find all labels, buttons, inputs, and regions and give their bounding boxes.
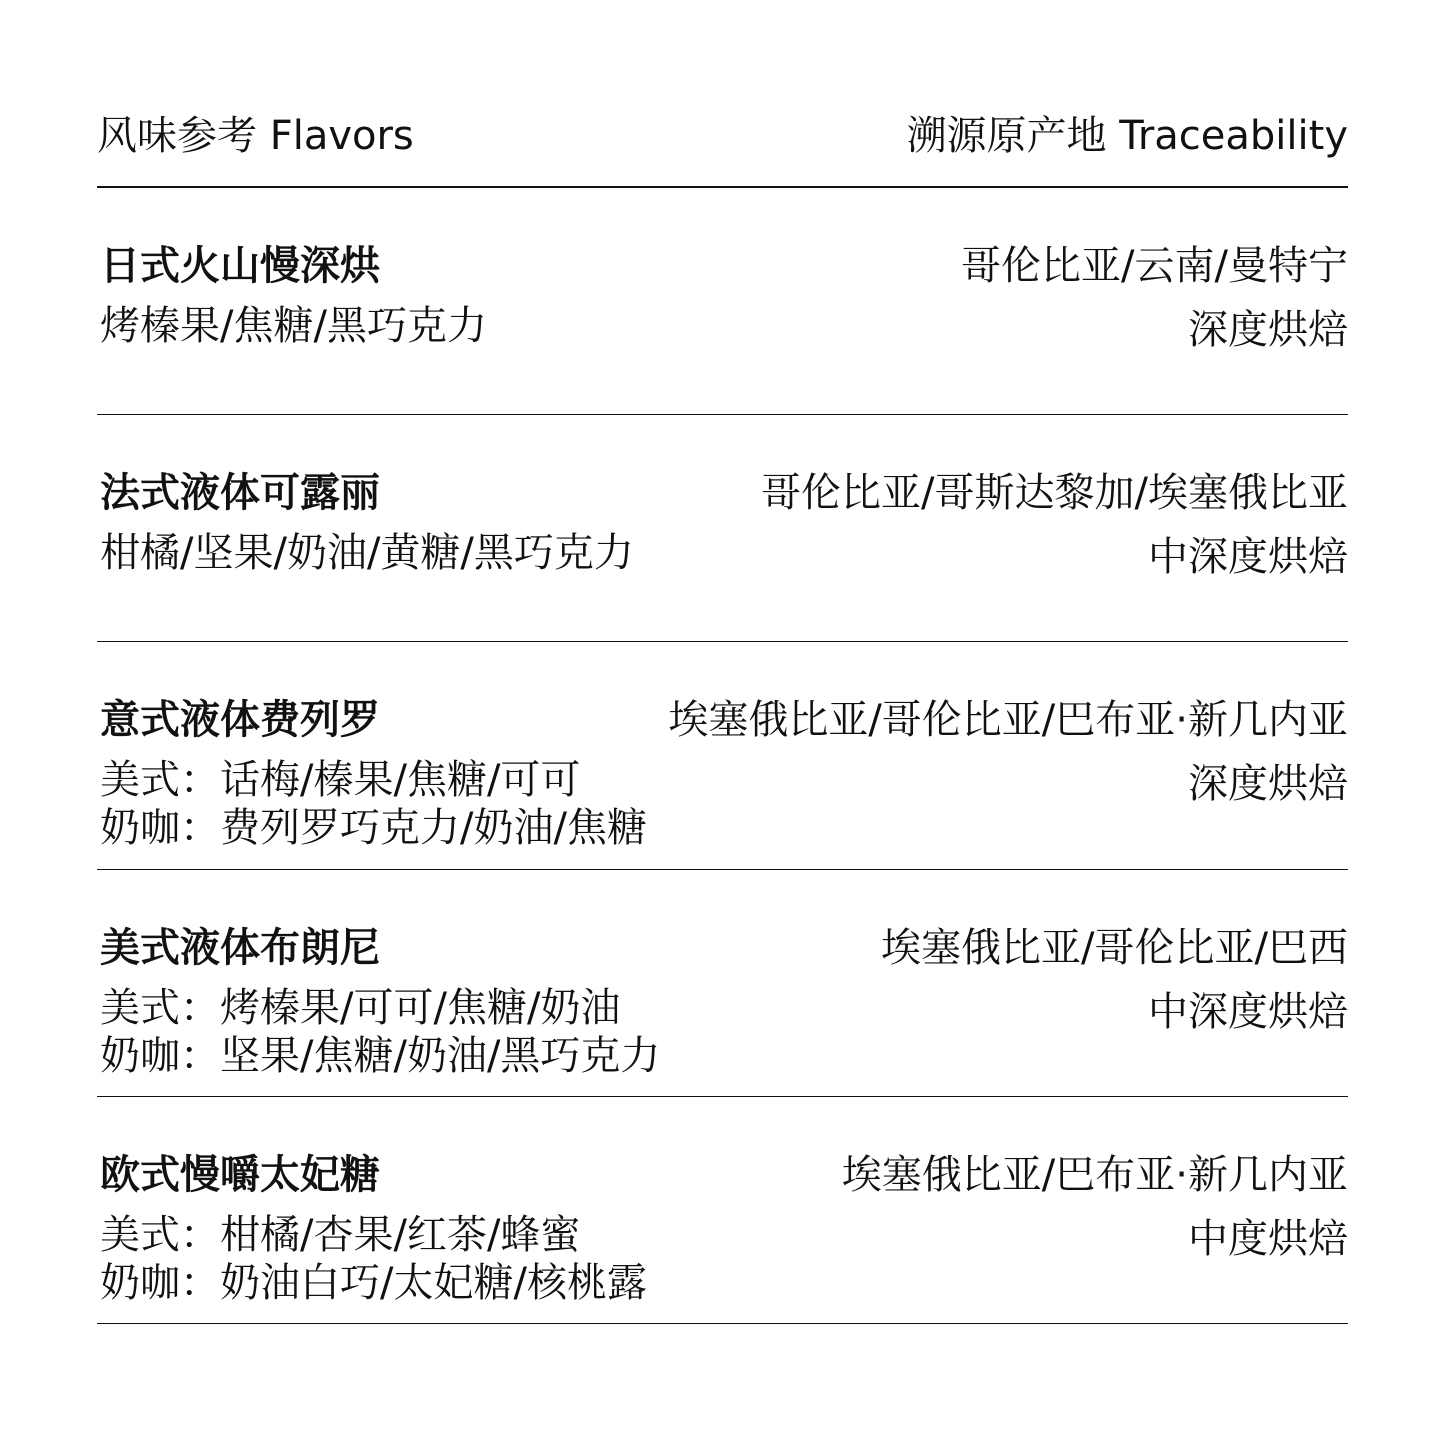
- coffee-origin: 埃塞俄比亚/哥伦比亚/巴西: [881, 925, 1348, 971]
- row-divider: [97, 1323, 1348, 1324]
- row-divider: [97, 641, 1348, 642]
- roast-level: 中度烘焙: [1188, 1216, 1348, 1262]
- roast-level: 深度烘焙: [1188, 761, 1348, 807]
- coffee-entry: [97, 238, 1348, 438]
- flavor-note-line: 烤榛果/焦糖/黑巧克力: [100, 303, 487, 349]
- traceability-heading: 溯源原产地 Traceability: [906, 113, 1348, 159]
- flavor-note-latte: 奶咖：坚果/焦糖/奶油/黑巧克力: [100, 1033, 661, 1079]
- coffee-entry: [97, 920, 1348, 1120]
- row-divider: [97, 869, 1348, 870]
- coffee-entry: [97, 1147, 1348, 1347]
- flavor-note-americano: 美式：话梅/榛果/焦糖/可可: [100, 757, 581, 803]
- row-divider: [97, 1096, 1348, 1097]
- coffee-entry: [97, 465, 1348, 665]
- coffee-name: 日式火山慢深烘: [100, 243, 380, 289]
- flavor-note-americano: 美式：柑橘/杏果/红茶/蜂蜜: [100, 1212, 581, 1258]
- flavors-heading: 风味参考 Flavors: [97, 113, 414, 159]
- flavor-notes: [100, 984, 660, 1080]
- coffee-name: 法式液体可露丽: [100, 470, 380, 516]
- flavor-notes: [100, 756, 647, 852]
- flavor-note-americano: 美式：烤榛果/可可/焦糖/奶油: [100, 985, 621, 1031]
- coffee-origin: 埃塞俄比亚/巴布亚·新几内亚: [841, 1152, 1348, 1198]
- flavor-note-latte: 奶咖：费列罗巧克力/奶油/焦糖: [100, 805, 647, 851]
- coffee-origin: 埃塞俄比亚/哥伦比亚/巴布亚·新几内亚: [668, 697, 1348, 743]
- flavor-notes: [100, 1211, 647, 1307]
- table-header: [97, 108, 1348, 164]
- flavor-note-line: 柑橘/坚果/奶油/黄糖/黑巧克力: [100, 530, 634, 576]
- flavor-note-latte: 奶咖：奶油白巧/太妃糖/核桃露: [100, 1260, 647, 1306]
- roast-level: 深度烘焙: [1188, 307, 1348, 353]
- flavor-notes: [100, 302, 487, 350]
- coffee-origin: 哥伦比亚/哥斯达黎加/埃塞俄比亚: [761, 470, 1348, 516]
- coffee-name: 意式液体费列罗: [100, 697, 380, 743]
- coffee-name: 美式液体布朗尼: [100, 925, 380, 971]
- roast-level: 中深度烘焙: [1148, 534, 1348, 580]
- coffee-origin: 哥伦比亚/云南/曼特宁: [961, 243, 1348, 289]
- coffee-name: 欧式慢嚼太妃糖: [100, 1152, 380, 1198]
- row-divider: [97, 414, 1348, 415]
- roast-level: 中深度烘焙: [1148, 989, 1348, 1035]
- coffee-entry: [97, 692, 1348, 892]
- flavor-notes: [100, 529, 634, 577]
- header-divider: [97, 186, 1348, 188]
